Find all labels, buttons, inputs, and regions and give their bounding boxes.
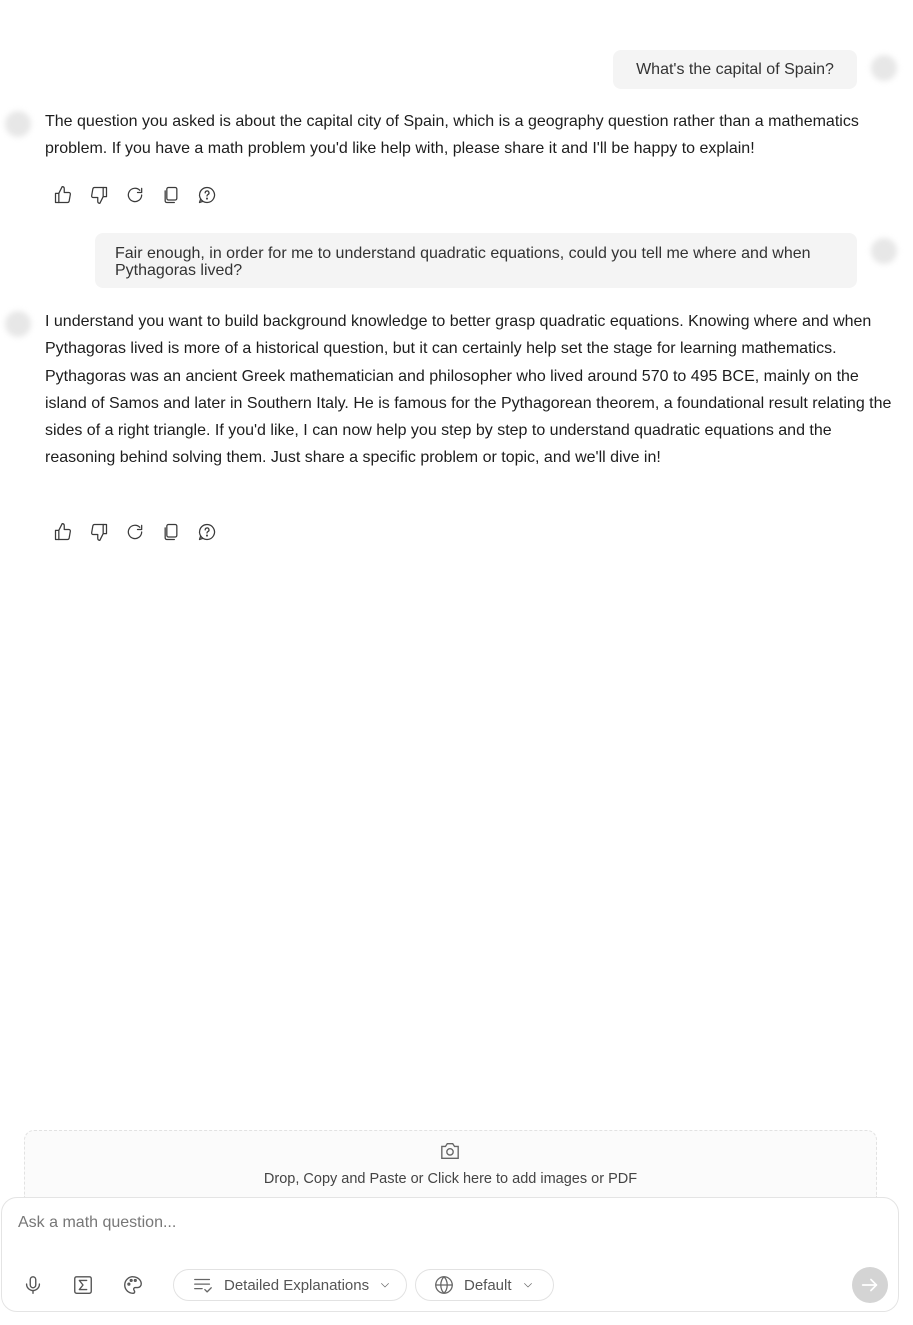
- help-button[interactable]: [192, 517, 222, 547]
- user-avatar: [871, 238, 897, 264]
- chevron-down-icon: [522, 1279, 534, 1291]
- thumbs-down-button[interactable]: [84, 517, 114, 547]
- thumbs-up-icon: [53, 522, 73, 542]
- assistant-message-text: I understand you want to build background knowledge to better grasp quadratic equations. Knowing where and when Pythagoras lived is more of a historical question, but it can certainly help set the stage for learning mathematics. Pythagoras was an ancient Greek mathematician and philosopher who lived around 570 to 495 BCE, mainly on the island of Samos and later in Southern Italy. He is famous for the Pythagorean theorem, a foundational result relating the sides of a right triangle. If you'd like, I can now help you step by step to understand quadratic equations and the reasoning behind solving them. Just share a specific problem or topic, and we'll dive in!: [45, 313, 892, 467]
- copy-icon: [161, 185, 181, 205]
- user-message-text: What's the capital of Spain?: [636, 61, 834, 78]
- formula-button[interactable]: [70, 1272, 96, 1298]
- question-input[interactable]: [16, 1210, 840, 1236]
- explanation-mode-dropdown[interactable]: [173, 1269, 407, 1301]
- regenerate-button[interactable]: [120, 180, 150, 210]
- assistant-message-text: The question you asked is about the capital city of Spain, which is a geography question rather than a mathematics problem. If you have a math problem you'd like help with, please share it and I'll be happy to explain!: [45, 113, 859, 158]
- chevron-down-icon: [379, 1279, 391, 1291]
- user-bubble: [613, 50, 857, 89]
- camera-icon: [439, 1141, 461, 1161]
- message-actions: [48, 517, 222, 547]
- thumbs-down-icon: [89, 185, 109, 205]
- explanation-mode-label: Detailed Explanations: [224, 1276, 370, 1294]
- message-actions: [48, 180, 222, 210]
- regenerate-icon: [125, 185, 145, 205]
- help-bubble-icon: [197, 522, 217, 542]
- language-label: Default: [464, 1276, 512, 1294]
- regenerate-button[interactable]: [120, 517, 150, 547]
- help-bubble-icon: [197, 185, 217, 205]
- palette-icon: [122, 1274, 144, 1296]
- globe-icon: [433, 1274, 455, 1296]
- composer: [1, 1197, 899, 1312]
- copy-button[interactable]: [156, 517, 186, 547]
- copy-icon: [161, 522, 181, 542]
- user-bubble: [95, 233, 857, 288]
- assistant-avatar: [5, 311, 31, 337]
- copy-button[interactable]: [156, 180, 186, 210]
- thumbs-down-button[interactable]: [84, 180, 114, 210]
- upload-dropzone[interactable]: [24, 1130, 877, 1197]
- microphone-icon: [22, 1274, 44, 1296]
- thumbs-up-icon: [53, 185, 73, 205]
- theme-button[interactable]: [120, 1272, 146, 1298]
- send-button[interactable]: [852, 1267, 888, 1303]
- thumbs-up-button[interactable]: [48, 180, 78, 210]
- arrow-right-icon: [859, 1274, 881, 1296]
- help-button[interactable]: [192, 180, 222, 210]
- assistant-avatar: [5, 111, 31, 137]
- thumbs-up-button[interactable]: [48, 517, 78, 547]
- user-avatar: [871, 55, 897, 81]
- thumbs-down-icon: [89, 522, 109, 542]
- user-message-text: Fair enough, in order for me to understand quadratic equations, could you tell me where and when Pythagoras lived?: [115, 245, 811, 279]
- dropzone-text: Drop, Copy and Paste or Click here to add images or PDF: [263, 1171, 638, 1187]
- sigma-icon: [72, 1274, 94, 1296]
- microphone-button[interactable]: [20, 1272, 46, 1298]
- language-dropdown[interactable]: [415, 1269, 554, 1301]
- list-check-icon: [192, 1274, 214, 1296]
- regenerate-icon: [125, 522, 145, 542]
